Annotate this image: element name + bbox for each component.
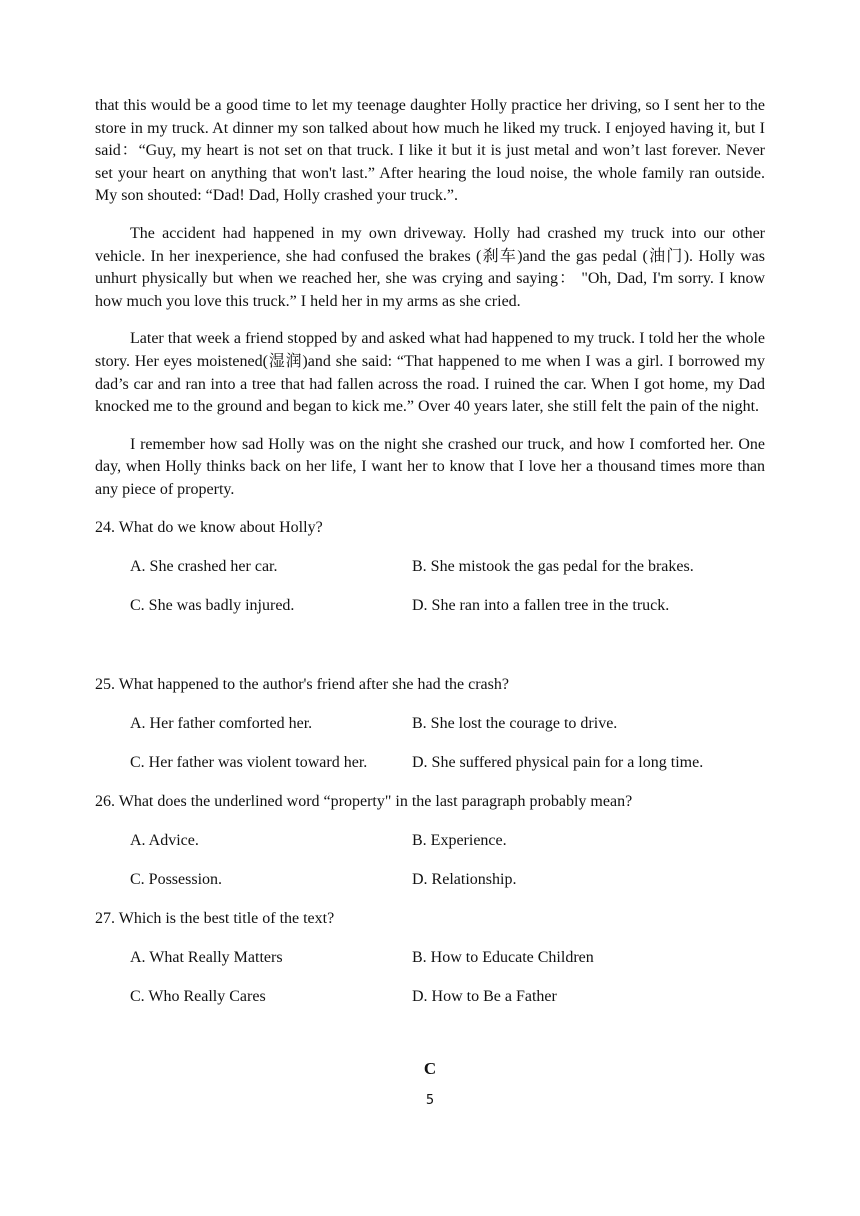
question-stem: 26. What does the underlined word “property" in the last paragraph probably mean?: [95, 792, 633, 810]
option-c: C. She was badly injured.: [130, 596, 295, 614]
option-c: C. Her father was violent toward her.: [130, 753, 368, 771]
passage-paragraph-3: Later that week a friend stopped by and asked what had happened to my truck. I told her the whole story. Her eyes moistened(湿润)and she said: “That happened to me when I was a girl. I borrowed my dad’s car and ran into a tree that had fallen across the road. I ruined the car. When I got home, my Dad knocked me to the ground and began to kick me.” Over 40 years later, she still felt the pain of the night.: [95, 330, 765, 416]
option-d: D. How to Be a Father: [412, 987, 557, 1005]
question-24: [95, 517, 765, 617]
option-b: B. She mistook the gas pedal for the brakes.: [412, 557, 694, 575]
option-a: A. What Really Matters: [130, 948, 283, 966]
question-26: [95, 791, 765, 891]
document-page: [95, 95, 765, 1008]
option-d: D. She suffered physical pain for a long time.: [412, 753, 704, 771]
question-stem: 25. What happened to the author's friend after she had the crash?: [95, 675, 509, 693]
question-27: [95, 908, 765, 1008]
option-c: C. Who Really Cares: [130, 987, 266, 1005]
option-b: B. Experience.: [412, 831, 507, 849]
option-a: A. Advice.: [130, 831, 199, 849]
question-stem: 27. Which is the best title of the text?: [95, 909, 335, 927]
passage-paragraph-1: that this would be a good time to let my teenage daughter Holly practice her driving, so I sent her to the store in my truck. At dinner my son talked about how much he liked my truck. I enjoyed having it, but I said：“Guy, my heart is not set on that truck. I like it but it is just metal and won’t last forever. Never set your heart on anything that won't last.” After hearing the loud noise, the whole family ran outside. My son shouted: “Dad! Dad, Holly crashed your truck.”.: [95, 97, 765, 205]
section-heading: C: [423, 1059, 437, 1078]
option-c: C. Possession.: [130, 870, 223, 888]
option-a: A. She crashed her car.: [130, 557, 278, 575]
question-stem: 24. What do we know about Holly?: [95, 518, 323, 536]
option-a: A. Her father comforted her.: [130, 714, 313, 732]
option-d: D. She ran into a fallen tree in the truck.: [412, 596, 670, 614]
option-d: D. Relationship.: [412, 870, 517, 888]
passage-paragraph-2: The accident had happened in my own driveway. Holly had crashed my truck into our other vehicle. In her inexperience, she had confused the brakes (刹车)and the gas pedal (油门). Holly was unhurt physically but when we reached her, she was crying and saying： "Oh, Dad, I'm sorry. I know how much you love this truck.” I held her in my arms as she cried.: [95, 224, 766, 310]
page-number: 5: [425, 1093, 435, 1108]
option-b: B. How to Educate Children: [412, 948, 594, 966]
passage-paragraph-4: I remember how sad Holly was on the night she crashed our truck, and how I comforted her. One day, when Holly thinks back on her life, I want her to know that I love her a thousand times more than any piece of property.: [95, 435, 765, 498]
question-25: [95, 674, 765, 774]
option-b: B. She lost the courage to drive.: [412, 714, 618, 732]
